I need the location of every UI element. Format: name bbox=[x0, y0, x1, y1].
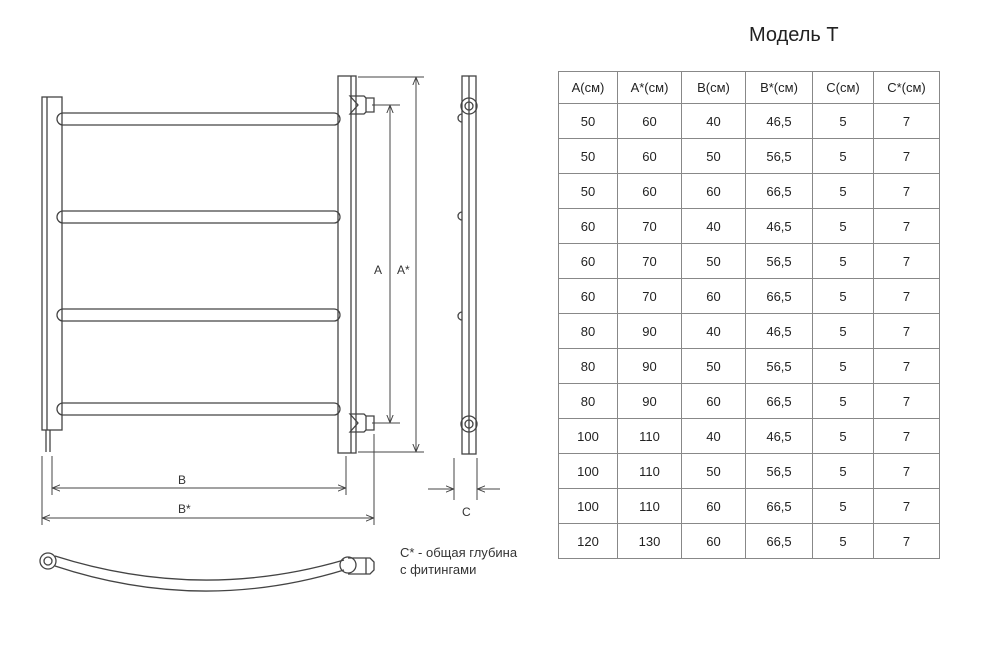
table-cell: 7 bbox=[874, 139, 940, 174]
table-cell: 70 bbox=[618, 209, 682, 244]
table-cell: 5 bbox=[813, 489, 874, 524]
column-header: A(см) bbox=[559, 72, 618, 104]
table-row bbox=[559, 384, 940, 419]
table-cell: 50 bbox=[682, 454, 746, 489]
table-cell: 60 bbox=[682, 489, 746, 524]
right-post bbox=[338, 76, 356, 453]
table-cell: 100 bbox=[559, 419, 618, 454]
table-cell: 66,5 bbox=[746, 489, 813, 524]
table-cell: 40 bbox=[682, 209, 746, 244]
table-row bbox=[559, 104, 940, 139]
table-cell: 5 bbox=[813, 454, 874, 489]
table-cell: 40 bbox=[682, 314, 746, 349]
table-cell: 90 bbox=[618, 349, 682, 384]
table-cell: 80 bbox=[559, 314, 618, 349]
table-cell: 5 bbox=[813, 139, 874, 174]
table-cell: 50 bbox=[559, 174, 618, 209]
top-fitting bbox=[350, 96, 374, 114]
label-b: B bbox=[178, 473, 187, 487]
table-cell: 7 bbox=[874, 419, 940, 454]
table-cell: 66,5 bbox=[746, 524, 813, 559]
dimension-b-star bbox=[42, 434, 374, 525]
table-header-row bbox=[559, 72, 940, 104]
table-cell: 7 bbox=[874, 314, 940, 349]
table-cell: 100 bbox=[559, 454, 618, 489]
rung bbox=[57, 113, 340, 125]
table-cell: 50 bbox=[559, 139, 618, 174]
table-cell: 60 bbox=[682, 384, 746, 419]
table-cell: 60 bbox=[559, 244, 618, 279]
table-cell: 7 bbox=[874, 209, 940, 244]
label-b-star: B* bbox=[178, 502, 191, 516]
table-cell: 5 bbox=[813, 104, 874, 139]
table-cell: 5 bbox=[813, 419, 874, 454]
table-cell: 5 bbox=[813, 279, 874, 314]
table-cell: 50 bbox=[682, 244, 746, 279]
dimension-c bbox=[428, 458, 500, 500]
table-cell: 7 bbox=[874, 489, 940, 524]
table-cell: 90 bbox=[618, 384, 682, 419]
table-cell: 56,5 bbox=[746, 139, 813, 174]
table-cell: 46,5 bbox=[746, 104, 813, 139]
table-cell: 70 bbox=[618, 244, 682, 279]
table-cell: 5 bbox=[813, 244, 874, 279]
table-row bbox=[559, 209, 940, 244]
table-cell: 7 bbox=[874, 174, 940, 209]
dimensions-table bbox=[558, 71, 940, 559]
front-view bbox=[42, 76, 374, 453]
rung bbox=[57, 211, 340, 223]
table-cell: 66,5 bbox=[746, 384, 813, 419]
dimension-a-star bbox=[358, 77, 424, 452]
column-header: B*(см) bbox=[746, 72, 813, 104]
column-header: B(см) bbox=[682, 72, 746, 104]
table-cell: 60 bbox=[682, 279, 746, 314]
table-row bbox=[559, 174, 940, 209]
table-cell: 60 bbox=[618, 139, 682, 174]
table-cell: 5 bbox=[813, 384, 874, 419]
table-row bbox=[559, 419, 940, 454]
table-row bbox=[559, 349, 940, 384]
table-cell: 5 bbox=[813, 349, 874, 384]
table-cell: 46,5 bbox=[746, 209, 813, 244]
table-cell: 7 bbox=[874, 104, 940, 139]
table-cell: 7 bbox=[874, 349, 940, 384]
table-cell: 5 bbox=[813, 524, 874, 559]
table-cell: 60 bbox=[682, 524, 746, 559]
table-cell: 5 bbox=[813, 174, 874, 209]
left-post bbox=[42, 97, 62, 430]
table-cell: 7 bbox=[874, 279, 940, 314]
table-cell: 90 bbox=[618, 314, 682, 349]
table-cell: 66,5 bbox=[746, 279, 813, 314]
table-cell: 50 bbox=[682, 349, 746, 384]
table-cell: 46,5 bbox=[746, 314, 813, 349]
table-cell: 7 bbox=[874, 524, 940, 559]
rung bbox=[57, 309, 340, 321]
table-cell: 56,5 bbox=[746, 244, 813, 279]
table-cell: 70 bbox=[618, 279, 682, 314]
table-cell: 50 bbox=[559, 104, 618, 139]
table-cell: 66,5 bbox=[746, 174, 813, 209]
note-line-2: с фитингами bbox=[400, 562, 477, 577]
table-row bbox=[559, 454, 940, 489]
rung bbox=[57, 403, 340, 415]
table-cell: 7 bbox=[874, 454, 940, 489]
table-cell: 110 bbox=[618, 489, 682, 524]
table-cell: 60 bbox=[618, 104, 682, 139]
table-row bbox=[559, 524, 940, 559]
table-row bbox=[559, 489, 940, 524]
table-row bbox=[559, 279, 940, 314]
table-cell: 5 bbox=[813, 209, 874, 244]
table-row bbox=[559, 139, 940, 174]
table-row bbox=[559, 314, 940, 349]
table-cell: 56,5 bbox=[746, 454, 813, 489]
table-cell: 60 bbox=[682, 174, 746, 209]
table-cell: 110 bbox=[618, 419, 682, 454]
label-a-star: A* bbox=[397, 263, 410, 277]
table-cell: 40 bbox=[682, 419, 746, 454]
column-header: C*(см) bbox=[874, 72, 940, 104]
dimension-b bbox=[52, 456, 346, 495]
table-cell: 46,5 bbox=[746, 419, 813, 454]
top-view bbox=[40, 553, 374, 591]
table-cell: 120 bbox=[559, 524, 618, 559]
table-cell: 80 bbox=[559, 349, 618, 384]
side-view bbox=[458, 76, 477, 454]
table-cell: 40 bbox=[682, 104, 746, 139]
table-cell: 60 bbox=[559, 279, 618, 314]
table-cell: 50 bbox=[682, 139, 746, 174]
bottom-fitting bbox=[350, 414, 374, 432]
model-title: Модель Т bbox=[749, 24, 839, 46]
label-a: A bbox=[374, 263, 383, 277]
table-cell: 110 bbox=[618, 454, 682, 489]
column-header: C(см) bbox=[813, 72, 874, 104]
depth-note bbox=[400, 544, 560, 578]
table-cell: 100 bbox=[559, 489, 618, 524]
table-cell: 5 bbox=[813, 314, 874, 349]
table-cell: 130 bbox=[618, 524, 682, 559]
table-cell: 7 bbox=[874, 244, 940, 279]
table-cell: 60 bbox=[618, 174, 682, 209]
label-c: C bbox=[462, 505, 471, 519]
table-row bbox=[559, 244, 940, 279]
note-line-1: C* - общая глубина bbox=[400, 545, 518, 560]
table-cell: 80 bbox=[559, 384, 618, 419]
table-cell: 7 bbox=[874, 384, 940, 419]
column-header: A*(см) bbox=[618, 72, 682, 104]
table-cell: 56,5 bbox=[746, 349, 813, 384]
table-cell: 60 bbox=[559, 209, 618, 244]
